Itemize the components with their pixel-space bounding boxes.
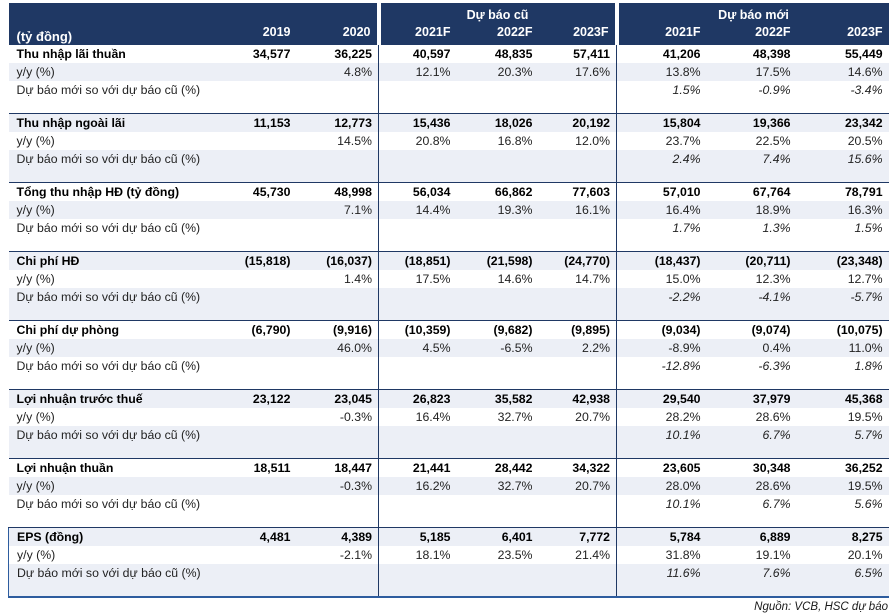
value-cell: 28,442 (457, 459, 539, 478)
value-cell (221, 477, 297, 495)
group-header-old: Dự báo cũ (379, 3, 617, 22)
value-cell: 16.2% (379, 477, 457, 495)
row-label: Tổng thu nhập HĐ (tỷ đồng) (9, 183, 221, 202)
value-cell: -3.4% (850, 83, 883, 97)
value-cell: 1.3% (762, 221, 791, 235)
value-cell: 23.7% (617, 132, 707, 150)
value-cell (221, 288, 297, 321)
value-cell: 1.4% (343, 272, 372, 286)
metric-row (9, 183, 889, 202)
unit-label: (tỷ đồng) (9, 3, 221, 45)
value-cell: 23,122 (221, 390, 297, 409)
year-header: 2020 (297, 22, 379, 45)
yoy-row (9, 63, 889, 81)
value-cell (539, 426, 617, 459)
value-cell (297, 357, 379, 390)
value-cell: 4.5% (379, 339, 457, 357)
report-table (8, 3, 889, 598)
value-cell: 45,368 (797, 390, 889, 409)
value-cell: 34,577 (221, 45, 297, 64)
year-header: 2021F (617, 22, 707, 45)
value-cell: 18.9% (707, 201, 797, 219)
value-cell: 55,449 (797, 45, 889, 64)
value-cell: 0.4% (707, 339, 797, 357)
value-cell: 12.0% (575, 134, 611, 148)
value-cell: 48,398 (707, 45, 797, 64)
value-cell (221, 219, 297, 252)
value-cell: 20.1% (847, 548, 883, 562)
value-cell: 1.8% (854, 359, 883, 373)
diff-row (9, 219, 889, 252)
value-cell (297, 495, 379, 528)
value-cell: 4,389 (297, 528, 379, 547)
row-label: Lợi nhuận trước thuế (9, 390, 221, 409)
row-label: Dự báo mới so với dự báo cũ (%) (16, 221, 201, 235)
value-cell (221, 201, 297, 219)
value-cell: (24,770) (539, 252, 617, 271)
value-cell: -0.3% (297, 477, 379, 495)
value-cell (539, 150, 617, 183)
value-cell (297, 219, 379, 252)
row-label: Dự báo mới so với dự báo cũ (%) (9, 564, 221, 597)
value-cell: 67,764 (707, 183, 797, 202)
value-cell: 16.8% (497, 134, 533, 148)
value-cell: 40,597 (379, 45, 457, 64)
row-label: y/y (%) (9, 63, 221, 81)
value-cell: (18,437) (617, 252, 707, 271)
value-cell: (9,074) (707, 321, 797, 340)
value-cell (297, 564, 379, 597)
value-cell: 46.0% (297, 339, 379, 357)
row-label: y/y (%) (9, 339, 221, 357)
metric-row (9, 45, 889, 64)
value-cell: (15,818) (221, 252, 297, 271)
value-cell: 1.5% (854, 221, 883, 235)
diff-row (9, 426, 889, 459)
year-header: 2023F (797, 22, 889, 45)
value-cell: 41,206 (617, 45, 707, 64)
group-header-row (9, 3, 889, 22)
value-cell: 17.5% (707, 63, 797, 81)
value-cell: 28.6% (707, 477, 797, 495)
value-cell: 45,730 (221, 183, 297, 202)
value-cell (221, 408, 297, 426)
value-cell: 4.8% (297, 63, 379, 81)
value-cell (221, 495, 297, 528)
value-cell: 28.2% (617, 408, 707, 426)
value-cell (221, 339, 297, 357)
value-cell: 6.7% (762, 497, 791, 511)
value-cell (379, 495, 457, 528)
row-label: Dự báo mới so với dự báo cũ (%) (16, 359, 201, 373)
value-cell: 15.6% (797, 150, 889, 183)
value-cell: 20.8% (379, 132, 457, 150)
table-header (9, 3, 889, 45)
metric-row (9, 528, 889, 547)
value-cell: 10.1% (617, 426, 707, 459)
metric-row (9, 252, 889, 271)
value-cell: -5.7% (797, 288, 889, 321)
diff-row (9, 150, 889, 183)
value-cell: 77,603 (539, 183, 617, 202)
row-label: y/y (%) (9, 201, 221, 219)
value-cell: 5,784 (617, 528, 707, 547)
row-label: Dự báo mới so với dự báo cũ (%) (9, 426, 221, 459)
value-cell (379, 288, 457, 321)
value-cell (221, 564, 297, 597)
value-cell: 16.4% (379, 408, 457, 426)
value-cell: 12.7% (847, 272, 883, 286)
value-cell: 18,447 (297, 459, 379, 478)
value-cell: -2.1% (339, 548, 372, 562)
value-cell: (21,598) (457, 252, 539, 271)
value-cell: 28.0% (617, 477, 707, 495)
value-cell: 16.3% (797, 201, 889, 219)
value-cell: 20,192 (539, 114, 617, 133)
row-label: Dự báo mới so với dự báo cũ (%) (16, 83, 201, 97)
value-cell: -0.3% (339, 410, 372, 424)
value-cell: 1.5% (617, 81, 707, 114)
value-cell (457, 150, 539, 183)
value-cell: 57,010 (617, 183, 707, 202)
row-label: Thu nhập ngoài lãi (9, 114, 221, 133)
value-cell: 17.5% (379, 270, 457, 288)
value-cell: (9,916) (297, 321, 379, 340)
row-label: Thu nhập lãi thuần (9, 45, 221, 64)
value-cell: 15,804 (617, 114, 707, 133)
value-cell: 12.1% (379, 63, 457, 81)
value-cell: 29,540 (617, 390, 707, 409)
value-cell: (10,359) (379, 321, 457, 340)
value-cell: 22.5% (755, 134, 791, 148)
value-cell: 23,342 (797, 114, 889, 133)
value-cell: 17.6% (539, 63, 617, 81)
value-cell (457, 219, 539, 252)
value-cell: 8,275 (797, 528, 889, 547)
value-cell: 78,791 (797, 183, 889, 202)
value-cell (457, 357, 539, 390)
value-cell: 16.4% (617, 201, 707, 219)
value-cell: (16,037) (297, 252, 379, 271)
value-cell: 36,225 (297, 45, 379, 64)
metric-row (9, 459, 889, 478)
diff-row (9, 495, 889, 528)
metric-row (9, 390, 889, 409)
metric-row (9, 321, 889, 340)
value-cell (457, 564, 539, 597)
year-header: 2022F (457, 22, 539, 45)
value-cell (379, 81, 457, 114)
yoy-row (9, 201, 889, 219)
value-cell: 18,511 (221, 459, 297, 478)
value-cell: 14.7% (575, 272, 611, 286)
value-cell: 6.7% (707, 426, 797, 459)
row-label: y/y (%) (16, 272, 55, 286)
value-cell: 31.8% (617, 546, 707, 564)
value-cell: (9,682) (457, 321, 539, 340)
value-cell (539, 357, 617, 390)
value-cell (539, 288, 617, 321)
value-cell (221, 426, 297, 459)
value-cell (221, 546, 297, 564)
value-cell: 14.6% (797, 63, 889, 81)
value-cell: 12.3% (755, 272, 791, 286)
value-cell: (23,348) (797, 252, 889, 271)
value-cell: 42,938 (539, 390, 617, 409)
value-cell (221, 81, 297, 114)
value-cell: 5.6% (854, 497, 883, 511)
value-cell: -2.2% (617, 288, 707, 321)
value-cell: -0.9% (758, 83, 791, 97)
value-cell: 6,889 (707, 528, 797, 547)
value-cell: 30,348 (707, 459, 797, 478)
value-cell: 2.2% (539, 339, 617, 357)
value-cell (457, 495, 539, 528)
value-cell: (18,851) (379, 252, 457, 271)
year-header: 2022F (707, 22, 797, 45)
value-cell: 48,835 (457, 45, 539, 64)
row-label: y/y (%) (16, 410, 55, 424)
row-label: y/y (%) (16, 134, 55, 148)
value-cell: 20.5% (847, 134, 883, 148)
value-cell: 20.7% (539, 477, 617, 495)
value-cell: 19.5% (797, 477, 889, 495)
value-cell: (9,034) (617, 321, 707, 340)
value-cell (221, 357, 297, 390)
value-cell (457, 426, 539, 459)
value-cell: 7.6% (707, 564, 797, 597)
value-cell: 36,252 (797, 459, 889, 478)
value-cell: (10,075) (797, 321, 889, 340)
metric-row (9, 114, 889, 133)
value-cell: 7.1% (297, 201, 379, 219)
diff-row (9, 288, 889, 321)
value-cell: 15,436 (379, 114, 457, 133)
value-cell (379, 357, 457, 390)
value-cell: 19.1% (755, 548, 791, 562)
group-header-new: Dự báo mới (617, 3, 889, 22)
value-cell: 11.0% (797, 339, 889, 357)
yoy-row (9, 270, 889, 288)
row-label: Chi phí HĐ (9, 252, 221, 271)
value-cell: 18,026 (457, 114, 539, 133)
value-cell: 28.6% (755, 410, 791, 424)
value-cell: 7.4% (707, 150, 797, 183)
value-cell (379, 219, 457, 252)
value-cell: 35,582 (457, 390, 539, 409)
value-cell: -8.9% (617, 339, 707, 357)
value-cell: 10.1% (617, 495, 707, 528)
value-cell: 4,481 (221, 528, 297, 547)
value-cell: 13.8% (617, 63, 707, 81)
value-cell: 2.4% (617, 150, 707, 183)
row-label: Dự báo mới so với dự báo cũ (%) (9, 150, 221, 183)
value-cell (379, 564, 457, 597)
value-cell: 21.4% (575, 548, 611, 562)
value-cell: 7,772 (539, 528, 617, 547)
row-label: y/y (%) (9, 477, 221, 495)
value-cell (221, 270, 297, 288)
value-cell: 14.5% (337, 134, 372, 148)
yoy-row (9, 477, 889, 495)
row-label: Chi phí dự phòng (9, 321, 221, 340)
row-label: Lợi nhuận thuần (9, 459, 221, 478)
diff-row (9, 81, 889, 114)
yoy-row (9, 132, 889, 150)
value-cell (539, 219, 617, 252)
value-cell: -4.1% (707, 288, 797, 321)
value-cell: 6.5% (797, 564, 889, 597)
value-cell (297, 426, 379, 459)
value-cell: 32.7% (497, 410, 533, 424)
value-cell (221, 150, 297, 183)
value-cell: 1.7% (617, 219, 707, 252)
value-cell: 11,153 (221, 114, 297, 133)
value-cell (297, 81, 379, 114)
value-cell (457, 81, 539, 114)
value-cell (379, 426, 457, 459)
value-cell: (6,790) (221, 321, 297, 340)
value-cell (297, 288, 379, 321)
year-header: 2023F (539, 22, 617, 45)
value-cell: 6,401 (457, 528, 539, 547)
value-cell: 15.0% (617, 270, 707, 288)
value-cell: 19,366 (707, 114, 797, 133)
value-cell (539, 564, 617, 597)
source-note: Nguồn: VCB, HSC dự báo (754, 601, 888, 613)
value-cell: 23,045 (297, 390, 379, 409)
row-label: y/y (%) (9, 546, 221, 564)
yoy-row (9, 408, 889, 426)
value-cell: 20.3% (457, 63, 539, 81)
value-cell (221, 132, 297, 150)
value-cell: 57,411 (539, 45, 617, 64)
value-cell: -6.5% (457, 339, 539, 357)
value-cell: 21,441 (379, 459, 457, 478)
row-label: Dự báo mới so với dự báo cũ (%) (9, 288, 221, 321)
value-cell (297, 150, 379, 183)
value-cell: 34,322 (539, 459, 617, 478)
table-body (9, 45, 889, 598)
value-cell: 23,605 (617, 459, 707, 478)
value-cell: 14.6% (497, 272, 533, 286)
header-spacer (297, 3, 379, 22)
row-label: Dự báo mới so với dự báo cũ (%) (16, 497, 201, 511)
value-cell (539, 81, 617, 114)
value-cell: 12,773 (297, 114, 379, 133)
header-spacer (221, 3, 297, 22)
value-cell: 66,862 (457, 183, 539, 202)
yoy-row (9, 546, 889, 564)
value-cell: 37,979 (707, 390, 797, 409)
value-cell: 20.7% (575, 410, 611, 424)
value-cell (379, 150, 457, 183)
value-cell: (9,895) (539, 321, 617, 340)
value-cell: 48,998 (297, 183, 379, 202)
row-label: EPS (đồng) (9, 528, 221, 547)
diff-row (9, 357, 889, 390)
value-cell: 11.6% (617, 564, 707, 597)
value-cell: 19.5% (847, 410, 883, 424)
value-cell: 14.4% (379, 201, 457, 219)
value-cell: 32.7% (457, 477, 539, 495)
value-cell: -6.3% (758, 359, 791, 373)
value-cell: 5.7% (797, 426, 889, 459)
value-cell (539, 495, 617, 528)
year-header: 2019 (221, 22, 297, 45)
value-cell: 5,185 (379, 528, 457, 547)
value-cell: 18.1% (379, 546, 457, 564)
diff-row (9, 564, 889, 597)
value-cell (457, 288, 539, 321)
year-header: 2021F (379, 22, 457, 45)
value-cell: 19.3% (457, 201, 539, 219)
value-cell: 26,823 (379, 390, 457, 409)
value-cell: -12.8% (617, 357, 707, 390)
value-cell (221, 63, 297, 81)
value-cell: 56,034 (379, 183, 457, 202)
value-cell: 16.1% (539, 201, 617, 219)
yoy-row (9, 339, 889, 357)
value-cell: (20,711) (707, 252, 797, 271)
value-cell: 23.5% (497, 548, 533, 562)
